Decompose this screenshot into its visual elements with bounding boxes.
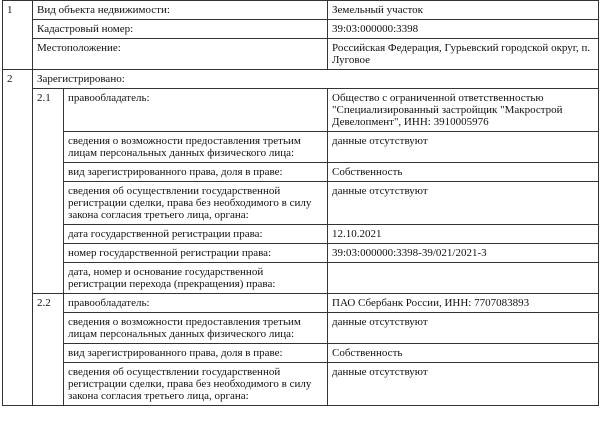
row-value (328, 263, 599, 294)
row-value: Собственность (328, 163, 599, 182)
row-value: Земельный участок (328, 1, 599, 20)
row-value: 39:03:000000:3398-39/021/2021-3 (328, 244, 599, 263)
row-value: данные отсутствуют (328, 182, 599, 225)
table-row (3, 294, 599, 313)
table-row (3, 313, 599, 344)
row-label: правообладатель: (64, 89, 328, 132)
row-value: данные отсутствуют (328, 313, 599, 344)
table-row (3, 244, 599, 263)
table-row (3, 363, 599, 406)
row-label: сведения о возможности предоставления третьим лицам персональных данных физического лица: (64, 313, 328, 344)
table-row (3, 70, 599, 89)
row-value: данные отсутствуют (328, 132, 599, 163)
row-label: дата государственной регистрации права: (64, 225, 328, 244)
table-row (3, 163, 599, 182)
row-value: Собственность (328, 344, 599, 363)
section-number: 2 (3, 70, 33, 406)
table-row (3, 225, 599, 244)
row-label: дата, номер и основание государственной регистрации перехода (прекращения) права: (64, 263, 328, 294)
entry-number: 2.1 (33, 89, 64, 294)
table-row (3, 89, 599, 132)
row-label: номер государственной регистрации права: (64, 244, 328, 263)
table-row (3, 344, 599, 363)
row-label: Местоположение: (33, 39, 328, 70)
row-value: 12.10.2021 (328, 225, 599, 244)
row-label: Вид объекта недвижимости: (33, 1, 328, 20)
table-row (3, 263, 599, 294)
section-number: 1 (3, 1, 33, 70)
row-value: Общество с ограниченной ответственностью "Специализированный застройщик "Макрострой Девелопмент", ИНН: 3910005976 (328, 89, 599, 132)
table-row (3, 182, 599, 225)
row-label: сведения о возможности предоставления третьим лицам персональных данных физического лица: (64, 132, 328, 163)
row-label: сведения об осуществлении государственной регистрации сделки, права без необходимого в силу закона согласия третьего лица, органа: (64, 182, 328, 225)
row-label: правообладатель: (64, 294, 328, 313)
row-label: сведения об осуществлении государственной регистрации сделки, права без необходимого в силу закона согласия третьего лица, органа: (64, 363, 328, 406)
row-value: Российская Федерация, Гурьевский городской округ, п. Луговое (328, 39, 599, 70)
row-value: данные отсутствуют (328, 363, 599, 406)
row-label: вид зарегистрированного права, доля в праве: (64, 163, 328, 182)
table-row (3, 20, 599, 39)
table-row (3, 39, 599, 70)
row-value: 39:03:000000:3398 (328, 20, 599, 39)
row-label: Кадастровый номер: (33, 20, 328, 39)
entry-number: 2.2 (33, 294, 64, 406)
row-value: ПАО Сбербанк России, ИНН: 7707083893 (328, 294, 599, 313)
table-row (3, 1, 599, 20)
row-label: вид зарегистрированного права, доля в праве: (64, 344, 328, 363)
section-heading: Зарегистрировано: (33, 70, 599, 89)
table-row (3, 132, 599, 163)
extract-table (2, 0, 599, 406)
